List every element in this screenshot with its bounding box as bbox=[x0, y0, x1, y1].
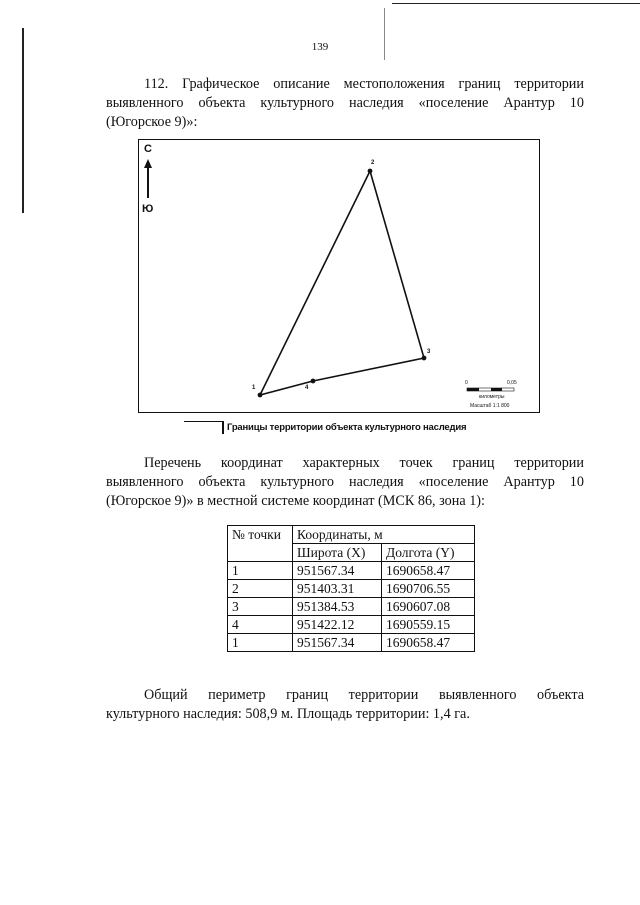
cell-point: 4 bbox=[228, 616, 293, 634]
cell-point: 1 bbox=[228, 634, 293, 652]
legend-text: Границы территории объекта культурного наследия bbox=[227, 421, 467, 433]
summary-line: Общий периметр границ территории выявленного объекта bbox=[144, 687, 584, 703]
boundary-map-drawing bbox=[139, 140, 541, 414]
point-label: 4 bbox=[305, 385, 309, 391]
summary-line: культурного наследия: 508,9 м. Площадь территории: 1,4 га. bbox=[106, 706, 470, 722]
scale-zero-label: 0 bbox=[465, 380, 468, 386]
section-heading-line: выявленного объекта культурного наследия «поселение Арантур 10 bbox=[106, 95, 584, 111]
section-heading-line: (Югорское 9)»: bbox=[106, 114, 198, 130]
summary bbox=[106, 686, 584, 724]
table-row bbox=[228, 634, 475, 652]
cell-lat: 951384.53 bbox=[293, 598, 382, 616]
header-point: № точки bbox=[228, 526, 293, 562]
scale-unit-label: километры bbox=[479, 394, 505, 400]
north-label: С bbox=[144, 143, 152, 155]
boundary-map bbox=[138, 139, 540, 413]
north-arrow-icon bbox=[144, 159, 152, 198]
scan-margin-line bbox=[22, 28, 24, 213]
cell-point: 2 bbox=[228, 580, 293, 598]
table-row bbox=[228, 562, 475, 580]
section-heading-line: 112. Графическое описание местоположения границ территории bbox=[144, 76, 584, 92]
boundary-point-2 bbox=[368, 169, 373, 174]
cell-lat: 951403.31 bbox=[293, 580, 382, 598]
scale-bar-icon bbox=[467, 388, 514, 391]
header-lon: Долгота (Y) bbox=[382, 544, 475, 562]
cell-lon: 1690658.47 bbox=[382, 634, 475, 652]
cell-point: 1 bbox=[228, 562, 293, 580]
boundary-point-3 bbox=[422, 356, 427, 361]
header-coords: Координаты, м bbox=[293, 526, 475, 544]
cell-lat: 951567.34 bbox=[293, 562, 382, 580]
section-heading bbox=[106, 75, 584, 132]
cell-point: 3 bbox=[228, 598, 293, 616]
map-legend bbox=[184, 419, 466, 435]
cell-lon: 1690658.47 bbox=[382, 562, 475, 580]
boundary-point-1 bbox=[258, 393, 263, 398]
table-row bbox=[228, 598, 475, 616]
point-label: 2 bbox=[371, 160, 375, 166]
scale-ratio-label: Масштаб 1:1 800 bbox=[470, 403, 510, 409]
coordinates-table bbox=[227, 525, 475, 652]
boundary-line-icon bbox=[184, 421, 224, 434]
boundary-point-4 bbox=[311, 379, 316, 384]
cell-lat: 951422.12 bbox=[293, 616, 382, 634]
list-intro-line: выявленного объекта культурного наследия «поселение Арантур 10 bbox=[106, 474, 584, 490]
list-intro-line: Перечень координат характерных точек границ территории bbox=[144, 455, 584, 471]
cell-lat: 951567.34 bbox=[293, 634, 382, 652]
list-intro bbox=[106, 454, 584, 511]
scale-max-label: 0,05 bbox=[507, 380, 517, 386]
territory-boundary bbox=[260, 171, 424, 395]
south-label: Ю bbox=[142, 203, 154, 215]
table-header-row bbox=[228, 526, 475, 544]
header-lat: Широта (X) bbox=[293, 544, 382, 562]
table-row bbox=[228, 616, 475, 634]
scan-top-line bbox=[392, 3, 640, 4]
point-label: 1 bbox=[252, 385, 256, 391]
cell-lon: 1690706.55 bbox=[382, 580, 475, 598]
list-intro-line: (Югорское 9)» в местной системе координат (МСК 86, зона 1): bbox=[106, 493, 485, 509]
cell-lon: 1690607.08 bbox=[382, 598, 475, 616]
table-row bbox=[228, 580, 475, 598]
point-label: 3 bbox=[427, 349, 431, 355]
page-number: 139 bbox=[311, 41, 329, 53]
cell-lon: 1690559.15 bbox=[382, 616, 475, 634]
